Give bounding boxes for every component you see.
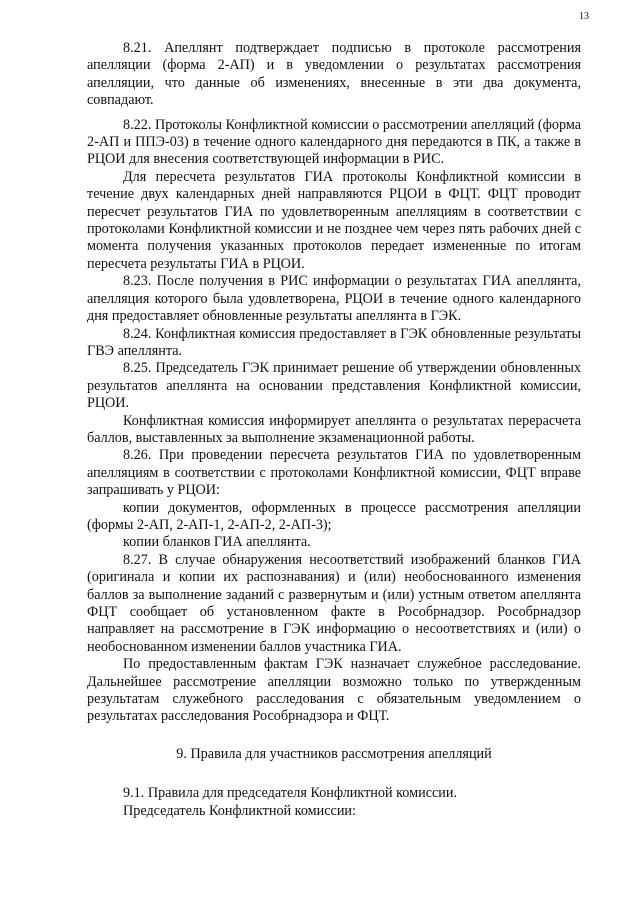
paragraph-investigation: По предоставленным фактам ГЭК назначает служебное расследование. Дальнейшее рассмотрение апелляции возможно только по утвержденным результатам служебного расследования с обязательным уведомлением о результатах расследования Рособрнадзора и ФЦТ. xyxy=(87,656,581,725)
paragraph-recalculation: Для пересчета результатов ГИА протоколы Конфликтной комиссии в течение двух календарных дней направляются РЦОИ в ФЦТ. ФЦТ проводит пересчет результатов ГИА по удовлетворенным апелляциям в соответствии с протоколами Конфликтной комиссии и не позднее чем через пять рабочих дней с момента получения указанных протоколов передает измененные по итогам пересчета результаты ГИА в РЦОИ. xyxy=(87,168,581,272)
paragraph-chairman: Председатель Конфликтной комиссии: xyxy=(123,802,356,819)
paragraph-8-26: 8.26. При проведении пересчета результатов ГИА по удовлетворенным апелляциям в соответствии с протоколами Конфликтной комиссии, ФЦТ вправе запрашивать у РЦОИ: xyxy=(87,447,581,499)
section-heading: 9. Правила для участников рассмотрения апелляций xyxy=(176,745,492,762)
paragraph-commission-informs: Конфликтная комиссия информирует апеллянта о результатах перерасчета баллов, выставленных за выполнение экзаменационной работы. xyxy=(87,412,581,446)
page-number: 13 xyxy=(579,11,589,22)
paragraph-8-22: 8.22. Протоколы Конфликтной комиссии о рассмотрении апелляций (форма 2-АП и ППЭ-03) в течение одного календарного дня передаются в ПК, а также в РЦОИ для внесения соответствующей информации в РИС. xyxy=(87,116,581,168)
list-item-document-copies: копии документов, оформленных в процессе рассмотрения апелляции (формы 2-АП, 2-АП-1, 2-АП-2, 2-АП-3); xyxy=(87,499,581,533)
document-body xyxy=(87,40,581,820)
paragraph-8-23: 8.23. После получения в РИС информации о результатах ГИА апеллянта, апелляция которого была удовлетворена, РЦОИ в течение одного календарного дня предоставляет обновленные результаты апеллянта в ГЭК. xyxy=(87,273,581,325)
paragraph-8-21: 8.21. Апеллянт подтверждает подписью в протоколе рассмотрения апелляции (форма 2-АП) и в уведомлении о результатах рассмотрения апелляции, что данные об изменениях, внесенные в эти два документа, совпадают. xyxy=(87,40,581,109)
paragraph-8-27: 8.27. В случае обнаружения несоответствий изображений бланков ГИА (оригинала и копии их распознавания) и (или) необоснованного изменения баллов за выполнение заданий с развернутым и (или) устным ответом апеллянта ФЦТ сообщает об установленном факте в Рособрнадзор. Рособрнадзор направляет на рассмотрение в ГЭК информацию о несоответствиях и (или) о необоснованном изменении баллов участника ГИА. xyxy=(87,551,581,655)
paragraph-9-1: 9.1. Правила для председателя Конфликтной комиссии. xyxy=(123,785,458,802)
paragraph-8-24: 8.24. Конфликтная комиссия предоставляет в ГЭК обновленные результаты ГВЭ апеллянта. xyxy=(87,325,581,359)
list-item-form-copies: копии бланков ГИА апеллянта. xyxy=(123,534,311,551)
paragraph-8-25: 8.25. Председатель ГЭК принимает решение об утверждении обновленных результатов апеллянта на основании представления Конфликтной комиссии, РЦОИ. xyxy=(87,360,581,412)
